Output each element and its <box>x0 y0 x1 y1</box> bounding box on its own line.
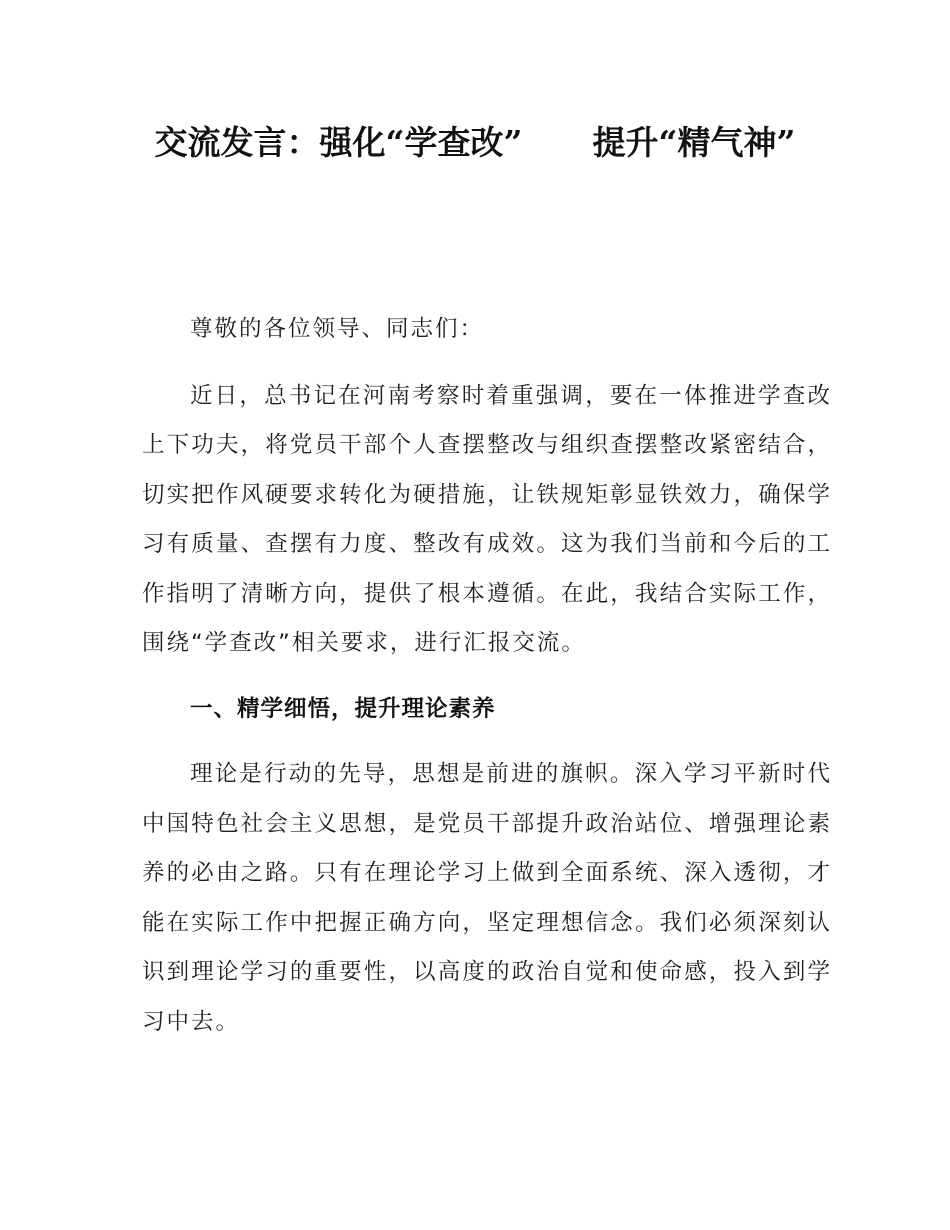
title-part-1: 交流发言：强化“学查改” <box>154 123 523 162</box>
paragraph-theory: 理论是行动的先导，思想是前进的旗帜。深入学习平新时代中国特色社会主义思想，是党员干部提升政治站位、增强理论素养的必由之路。只有在理论学习上做到全面系统、深入透彻，才能在实际工作中把握正确方向，坚定理想信念。我们必须深刻认识到理论学习的重要性，以高度的政治自觉和使命感，投入到学习中去。 <box>142 761 832 1035</box>
section-heading-1: 一、精学细悟，提升理论素养 <box>190 695 496 722</box>
document-body <box>142 305 832 1063</box>
title-part-2: 提升“精气神” <box>592 123 796 162</box>
salutation: 尊敬的各位领导、同志们： <box>190 316 485 342</box>
paragraph-intro: 近日，总书记在河南考察时着重强调，要在一体推进学查改上下功夫，将党员干部个人查摆整改与组织查摆整改紧密结合，切实把作风硬要求转化为硬措施，让铁规矩彰显铁效力，确保学习有质量、查摆有力度、整改有成效。这为我们当前和今后的工作指明了清晰方向，提供了根本遵循。在此，我结合实际工作，围绕“学查改”相关要求，进行汇报交流。 <box>142 382 832 656</box>
document-title <box>120 118 830 168</box>
